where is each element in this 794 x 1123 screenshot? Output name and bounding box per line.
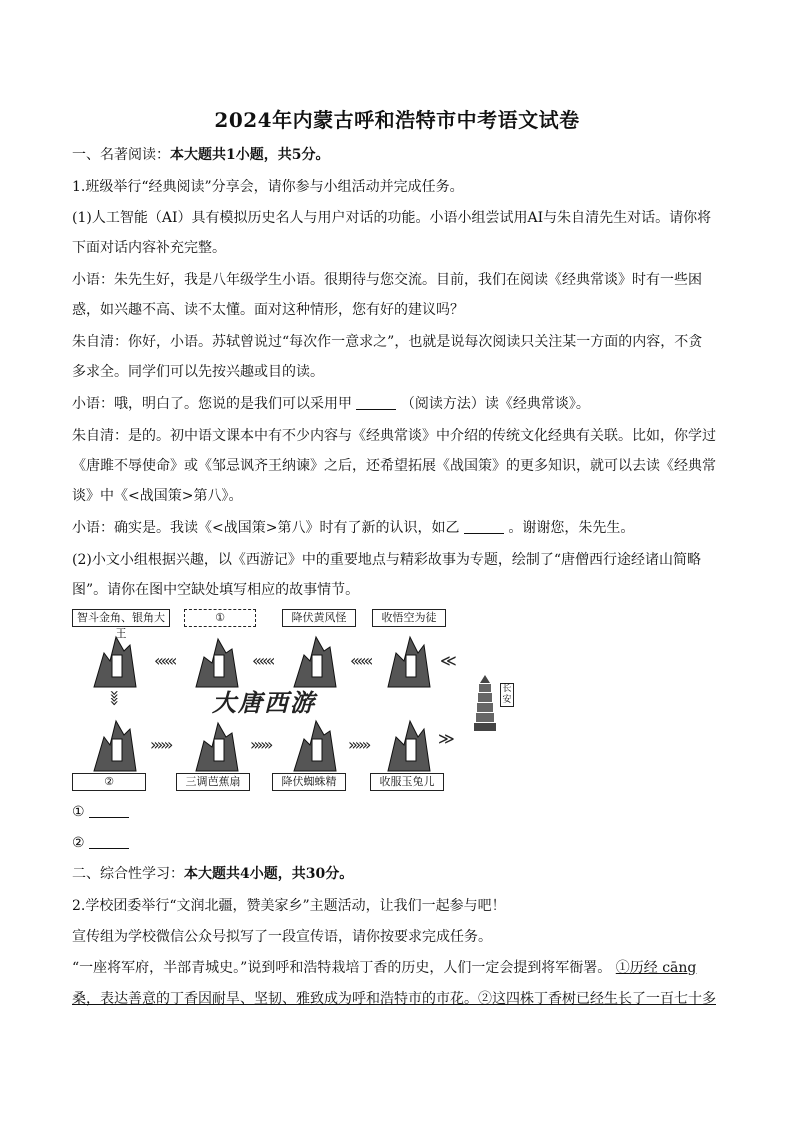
bottom-label-3: 降伏蜘蛛精 [272,773,346,791]
mountain-icon [92,631,138,689]
q2-passage-underlined: ①历经 cāng [615,960,697,976]
mountain-icon [292,631,338,689]
q2-passage-line2: 桑，表达善意的丁香因耐旱、坚韧、雅致成为呼和浩特市的市花。②这四株丁香树已经生长了一百七十多 [72,991,716,1007]
q2-passage-line1 [72,958,722,978]
dialogue-5-text-b: 。谢谢您，朱先生。 [508,520,635,536]
section-2-head: 二、综合性学习： [72,866,184,882]
arrow-left-icon: ««« [350,651,371,670]
arrow-right-icon: »»» [348,735,369,754]
dialogue-3 [72,394,722,414]
arrow-right-icon: ≫ [438,729,452,748]
bottom-label-2: 三调芭蕉扇 [176,773,250,791]
arrow-left-icon: ≪ [440,651,454,670]
q2-intro: 宣传组为学校微信公众号拟写了一段宣传语，请你按要求完成任务。 [72,929,492,945]
dialogue-5 [72,518,722,538]
arrow-right-icon: »»» [150,735,171,754]
top-label-3: 降伏黄风怪 [282,609,356,627]
dialogue-4-line1: 朱自清：是的。初中语文课本中有不少内容与《经典常谈》中介绍的传统文化经典有关联。比如，你学过 [72,428,716,444]
page-title: 2024年内蒙古呼和浩特市中考语文试卷 [214,108,580,132]
answer-blank-jia[interactable] [356,395,396,410]
pagoda-icon [468,673,502,733]
section-1-head: 一、名著阅读： [72,147,170,163]
answer-blank-1[interactable] [89,803,129,818]
answer-1-marker: ① [72,804,85,820]
answer-blank-2[interactable] [89,834,129,849]
dialogue-5-text-a: 小语：确实是。我读《<战国策>第八》时有了新的认识，如乙 [72,520,460,536]
q1-part1-line1: (1)人工智能（AI）具有模拟历史名人与用户对话的功能。小语小组尝试用AI与朱自清先生对话。请你将 [72,210,712,226]
section-2-heading [72,864,722,884]
top-label-2: ① [184,609,256,627]
top-label-4: 收悟空为徒 [372,609,446,627]
q1-part2-line1: (2)小文小组根据兴趣，以《西游记》中的重要地点与精彩故事为专题，绘制了“唐僧西行途经诸山简略 [72,552,701,568]
arrow-right-icon: »»» [250,735,271,754]
mountain-icon [194,631,240,689]
section-2-detail: 本大题共4小题，共30分。 [184,866,354,882]
dialogue-2-line1: 朱自清：你好，小语。苏轼曾说过“每次作一意求之”，也就是说每次阅读只关注某一方面的内容，不贪 [72,334,703,350]
mountain-icon [386,631,432,689]
dialogue-1-line2: 惑，如兴趣不高、读不太懂。面对这种情形，您有好的建议吗？ [72,302,464,318]
dialogue-4-line2: 《唐雎不辱使命》或《邹忌讽齐王纳谏》之后，还希望拓展《战国策》的更多知识，就可以去读《经典常 [72,458,716,474]
mountain-icon [292,715,338,773]
mountain-icon [386,715,432,773]
dialogue-3-text-b: （阅读方法）读《经典常谈》。 [400,396,590,412]
answer-blank-yi[interactable] [464,519,504,534]
mountain-icon [194,715,240,773]
dialogue-3-text-a: 小语：哦，明白了。您说的是我们可以采用甲 [72,396,352,412]
arrow-down-icon: »» [105,689,125,704]
journey-map-diagram [72,605,532,790]
q2-passage-text: “一座将军府，半部青城史。”说到呼和浩特栽培丁香的历史，人们一定会提到将军衙署。 [72,960,612,976]
q2-stem: 2.学校团委举行“文润北疆，赞美家乡”主题活动，让我们一起参与吧！ [72,898,506,914]
q1-part2-line2: 图”。请你在图中空缺处填写相应的故事情节。 [72,582,360,598]
answer-2-marker: ② [72,835,85,851]
bottom-label-4: 收服玉兔儿 [370,773,444,791]
top-label-1: 智斗金角、银角大王 [72,609,170,627]
chang-an-label: 长安 [500,683,514,707]
answer-line-2 [72,833,722,853]
mountain-icon [92,715,138,773]
q1-part1-line2: 下面对话内容补充完整。 [72,240,226,256]
arrow-left-icon: ««« [252,651,273,670]
calligraphy-title: 大唐西游 [212,688,316,717]
bottom-label-1: ② [72,773,146,791]
section-1-detail: 本大题共1小题，共5分。 [170,147,330,163]
answer-line-1 [72,802,722,822]
section-1-heading [72,145,722,165]
arrow-left-icon: ««« [154,651,175,670]
dialogue-2-line2: 多求全。同学们可以先按兴趣或目的读。 [72,364,324,380]
dialogue-4-line3: 谈》中《<战国策>第八》。 [72,488,243,504]
q1-stem: 1.班级举行“经典阅读”分享会，请你参与小组活动并完成任务。 [72,179,464,195]
dialogue-1-line1: 小语：朱先生好，我是八年级学生小语。很期待与您交流。目前，我们在阅读《经典常谈》时有一些困 [72,272,702,288]
